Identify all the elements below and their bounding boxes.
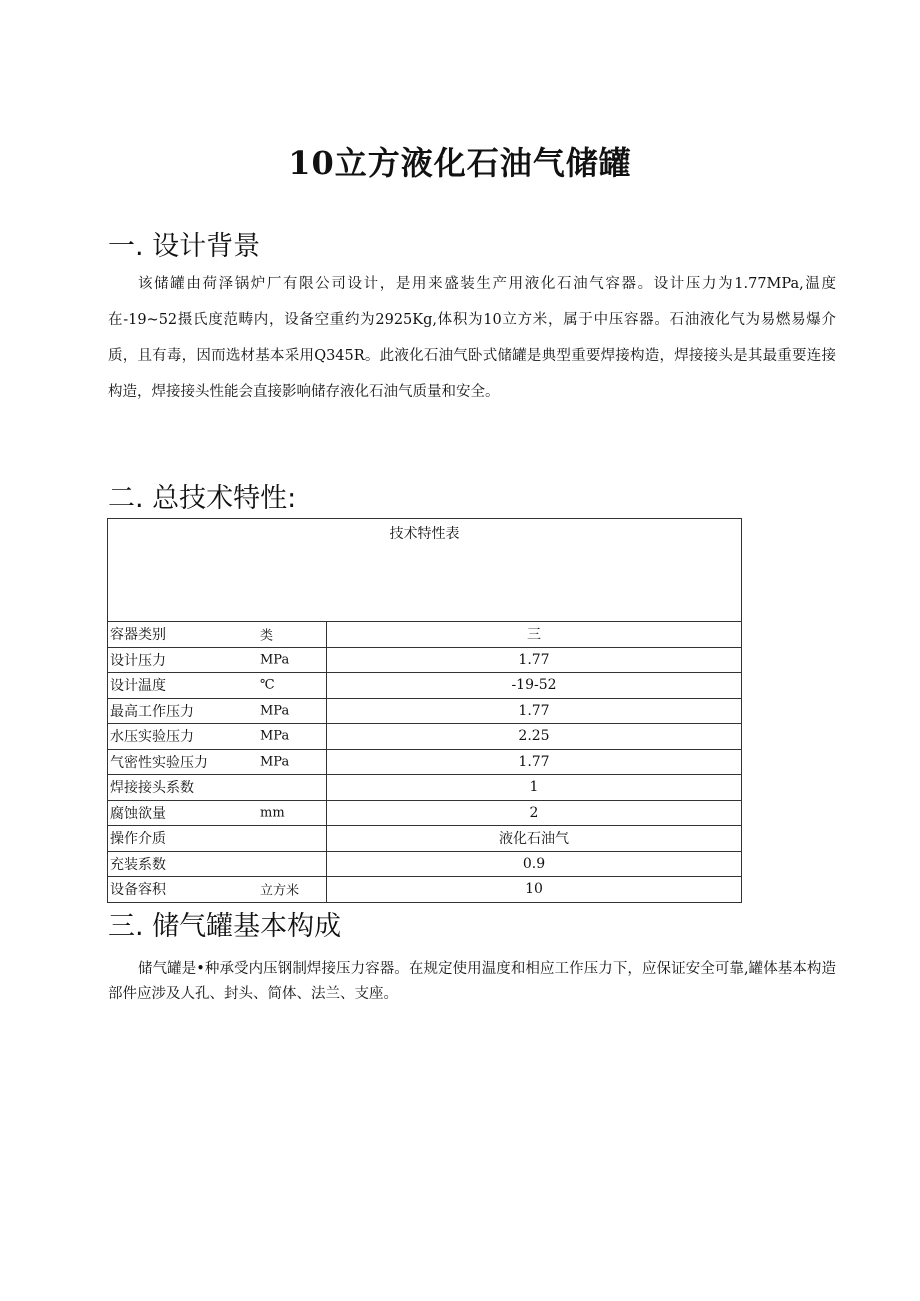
spec-item-cell [108,698,327,724]
spec-item-label: 充装系数 [110,856,166,873]
spec-item-value: 1.77 [327,749,742,775]
spec-item-label: 设备容积 [110,882,166,899]
table-row [108,800,742,826]
table-row [108,673,742,699]
spec-item-label: 焊接接头系数 [110,780,194,797]
table-caption-row [108,519,742,622]
spec-item-label: 腐蚀欲量 [110,805,166,822]
design-background-paragraph: 该储罐由荷泽锅炉厂有限公司设计，是用来盛装生产用液化石油气容器。设计压力为1.77MPa,温度在-19~52摄氏度范畴内，设备空重约为2925Kg,体积为10立方米，属于中压容器。石油液化气为易燃易爆介质，且有毒，因而选材基本采用Q345R。此液化石油气卧式储罐是典型重要焊接构造，焊接接头是其最重要连接构造，焊接接头性能会直接影响储存液化石油气质量和安全。 [108,276,836,400]
spec-item-label: 设计压力 [110,652,166,669]
spec-item-value: 2.25 [327,724,742,750]
spec-item-label: 最高工作压力 [110,703,194,720]
spec-item-label: 操作介质 [110,831,166,848]
spec-item-value: 液化石油气 [327,826,742,852]
spec-item-label: 设计温度 [110,678,166,695]
spec-item-cell [108,749,327,775]
spec-item-unit: 类 [260,628,274,644]
section-heading-design-background: 一. 设计背景 [108,231,261,262]
table-row [108,749,742,775]
spec-item-unit: 立方米 [260,883,300,899]
spec-item-cell [108,851,327,877]
spec-item-value: 10 [327,877,742,903]
spec-item-unit: MPa [260,703,290,719]
spec-item-value: -19-52 [327,673,742,699]
page-title: 10立方液化石油气储罐 [288,144,632,182]
table-row [108,622,742,648]
table-row [108,877,742,903]
spec-item-unit: ℃ [260,677,275,693]
table-row [108,724,742,750]
table-row [108,698,742,724]
spec-item-cell [108,800,327,826]
spec-item-cell [108,647,327,673]
spec-item-cell [108,673,327,699]
spec-item-cell [108,826,327,852]
spec-item-cell [108,877,327,903]
spec-item-value: 0.9 [327,851,742,877]
spec-item-unit: mm [260,805,285,821]
tank-composition-paragraph: 储气罐是•种承受内压钢制焊接压力容器。在规定使用温度和相应工作压力下，应保证安全可靠,罐体基本构造部件应涉及人孔、封头、简体、法兰、支座。 [108,961,836,1002]
spec-item-unit: MPa [260,652,290,668]
spec-item-unit: MPa [260,754,290,770]
spec-item-value: 1.77 [327,647,742,673]
spec-item-unit: MPa [260,728,290,744]
spec-item-cell [108,622,327,648]
spec-item-cell [108,775,327,801]
spec-item-cell [108,724,327,750]
section-heading-technical-specs: 二. 总技术特性: [108,483,297,514]
table-row [108,826,742,852]
technical-spec-table [107,518,742,903]
spec-item-label: 容器类别 [110,627,166,644]
table-row [108,851,742,877]
spec-item-label: 水压实验压力 [110,729,194,746]
spec-item-value: 1.77 [327,698,742,724]
spec-item-value: 三 [327,622,742,648]
section-heading-tank-composition: 三. 储气罐基本构成 [108,911,342,942]
spec-item-label: 气密性实验压力 [110,754,208,771]
table-row [108,647,742,673]
spec-item-value: 2 [327,800,742,826]
table-caption: 技术特性表 [108,519,742,622]
table-row [108,775,742,801]
spec-item-value: 1 [327,775,742,801]
